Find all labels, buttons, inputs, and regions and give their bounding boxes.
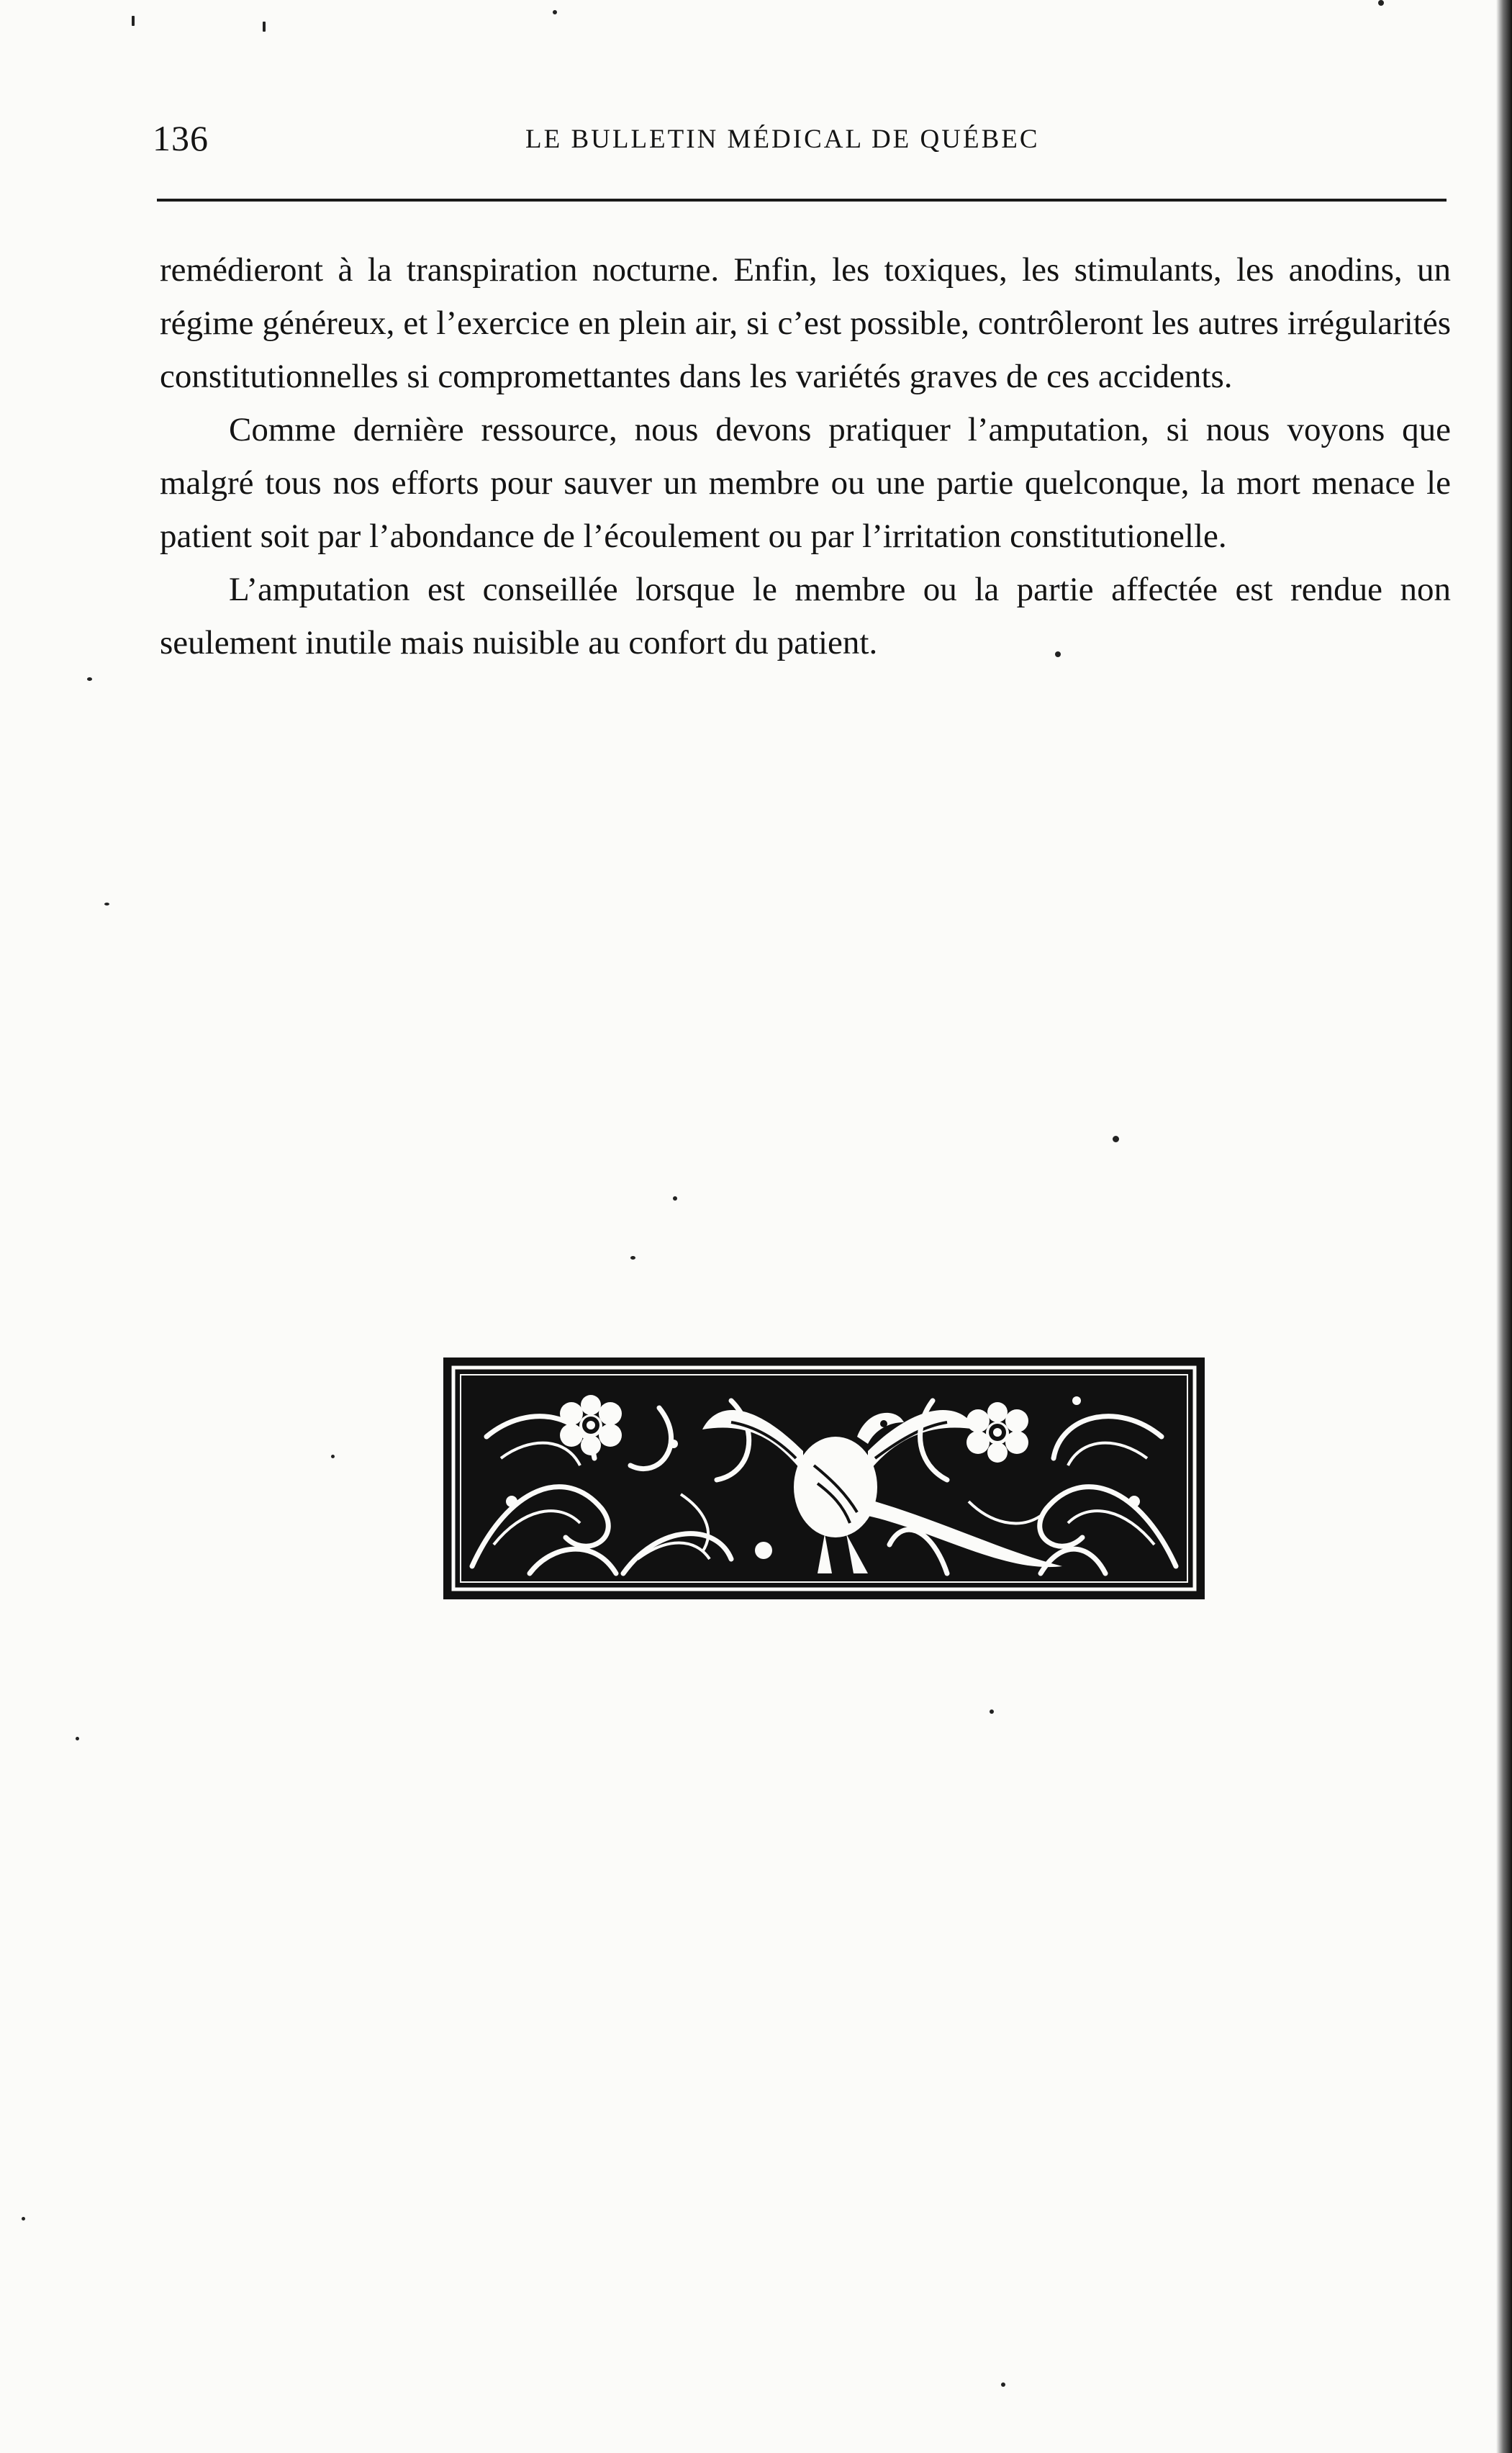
scan-speck [104, 903, 109, 905]
scan-speck [263, 22, 266, 32]
header-rule [157, 199, 1447, 202]
paragraph-1: remédieront à la transpiration nocturne. Enfin, les toxiques, les stimulants, les anodins, un régime généreux, et l’exercice en plein air, si c’est possible, contrôleront les autres irrégularités constitutionnelles si compromettantes dans les variétés graves de ces accidents. [160, 251, 1451, 395]
scan-speck [22, 2217, 25, 2221]
scan-speck [87, 677, 92, 681]
scan-speck [553, 10, 557, 14]
scan-speck [132, 16, 135, 26]
scan-speck [331, 1455, 335, 1458]
floral-bird-ornament [443, 1357, 1205, 1599]
scan-speck [990, 1709, 994, 1714]
paragraph-2: Comme dernière ressource, nous devons pratiquer l’amputation, si nous voyons que malgré tous nos efforts pour sauver un membre ou une partie quelconque, la mort menace le patient soit par l’abondance de l’écoulement ou par l’irritation constitutionelle. [160, 411, 1451, 555]
running-title: LE BULLETIN MÉDICAL DE QUÉBEC [525, 125, 1040, 154]
page-number: 136 [153, 118, 209, 158]
scan-speck [76, 1737, 79, 1740]
page-edge-shadow [1496, 0, 1512, 2453]
scan-speck [1378, 0, 1384, 6]
scan-speck [630, 1256, 635, 1260]
scan-speck [673, 1196, 677, 1201]
scan-speck [1113, 1136, 1119, 1142]
scan-speck [1001, 2382, 1005, 2387]
scan-speck [1055, 651, 1061, 657]
paragraph-3: L’amputation est conseillée lorsque le membre ou la partie affectée est rendue non seulement inutile mais nuisible au confort du patient. [160, 571, 1451, 661]
body-text [160, 243, 1451, 669]
